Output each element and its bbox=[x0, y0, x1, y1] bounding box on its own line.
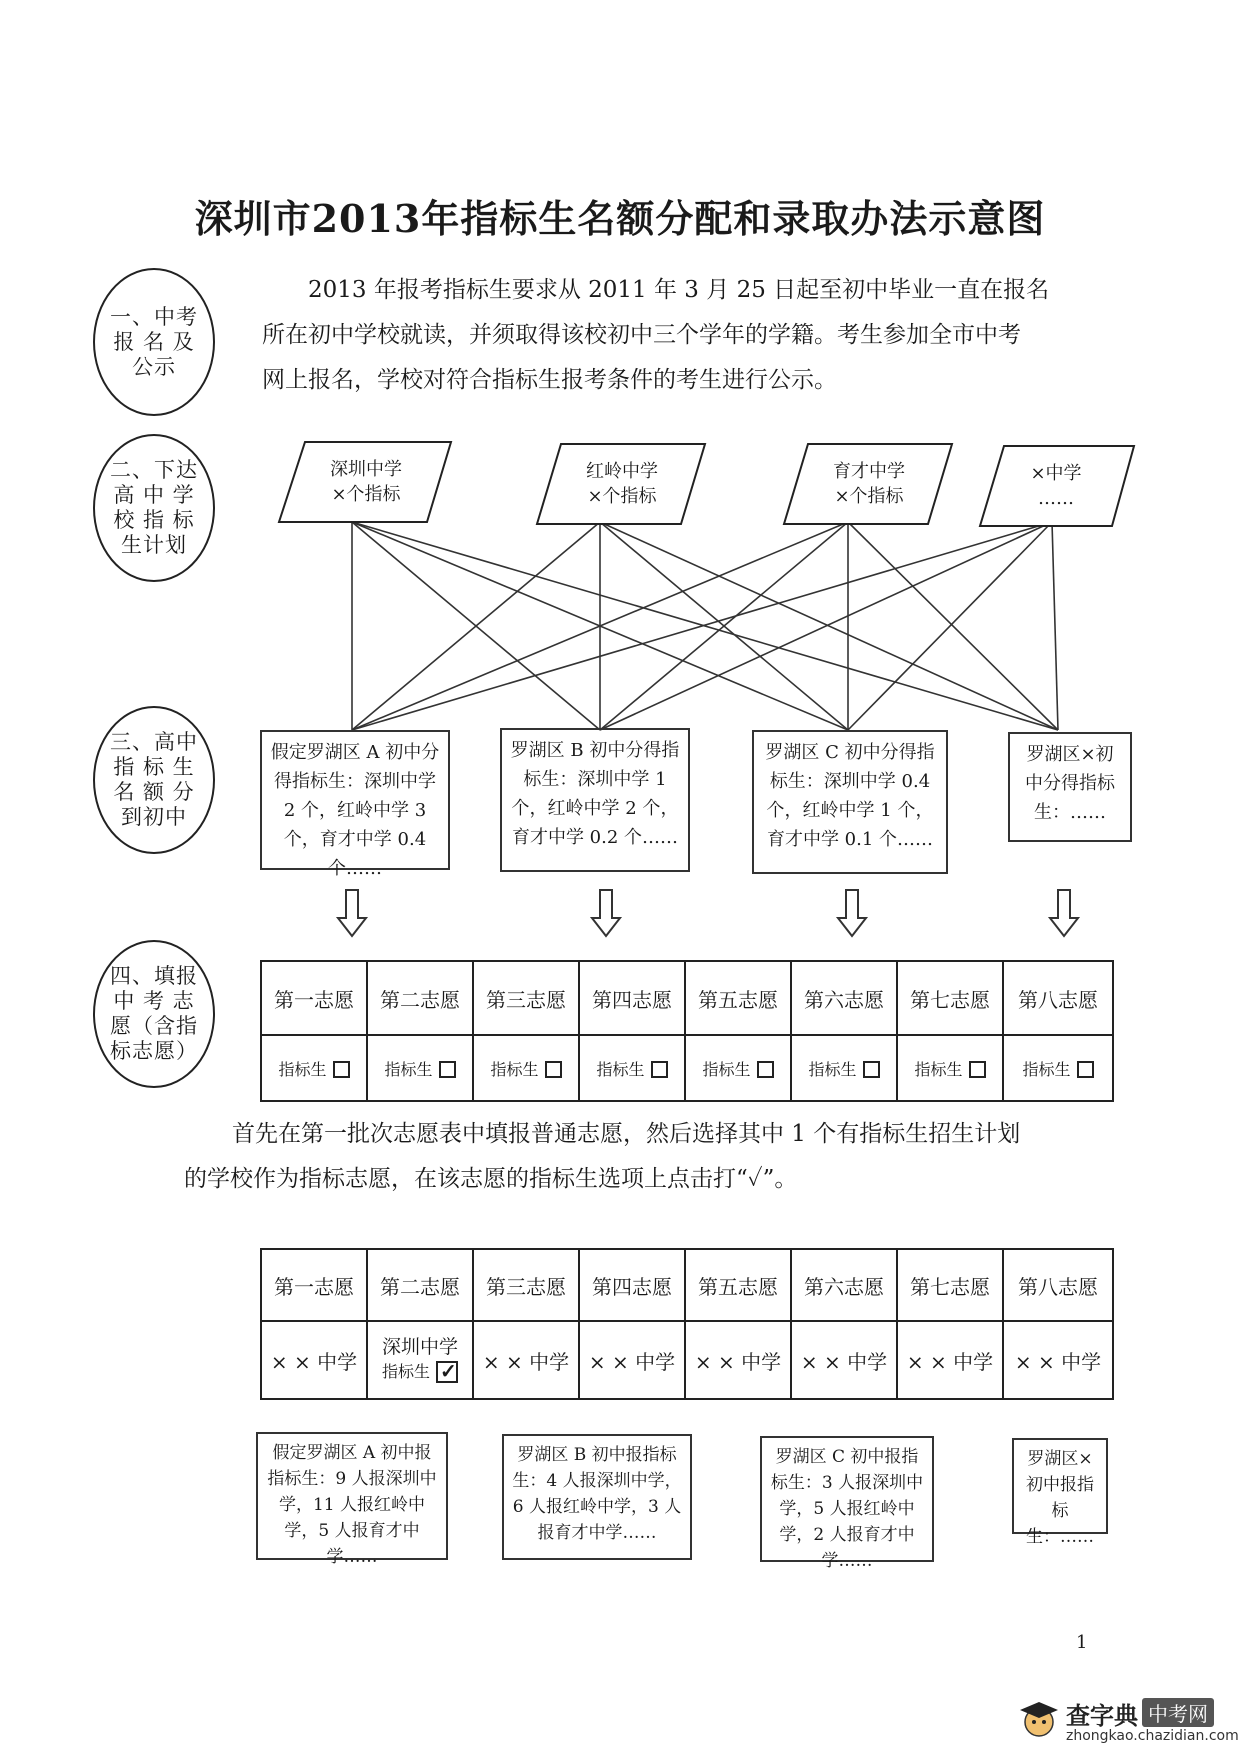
quota-option-label: 指标生 bbox=[384, 1060, 433, 1079]
quota-option-label: 指标生 bbox=[596, 1060, 645, 1079]
scholar-hat-icon bbox=[1016, 1696, 1062, 1742]
school-cell: × × 中学 bbox=[579, 1321, 685, 1399]
choice-header: 第四志愿 bbox=[579, 1249, 685, 1321]
page-number: 1 bbox=[1076, 1632, 1088, 1653]
school-cell: × × 中学 bbox=[473, 1321, 579, 1399]
choice-table bbox=[260, 960, 1114, 1102]
example-school-row bbox=[261, 1321, 1113, 1399]
quota-option-label: 指标生 bbox=[808, 1060, 857, 1079]
quota-checkbox[interactable] bbox=[651, 1061, 668, 1078]
choice-header: 第三志愿 bbox=[473, 961, 579, 1035]
school-cell: × × 中学 bbox=[261, 1321, 367, 1399]
choice-header: 第二志愿 bbox=[367, 961, 473, 1035]
quota-checkbox[interactable] bbox=[545, 1061, 562, 1078]
example-choice-table bbox=[260, 1248, 1114, 1400]
watermark-logo bbox=[1016, 1692, 1239, 1748]
quota-option-cell bbox=[791, 1035, 897, 1101]
step-label: 三、高中 指 标 生 名 额 分 到初中 bbox=[110, 730, 198, 829]
application-box: 罗湖区 C 初中报指标生：3 人报深圳中学，5 人报红岭中学，2 人报育才中学…… bbox=[760, 1436, 934, 1562]
quota-option-label: 指标生 bbox=[278, 1060, 327, 1079]
quota-option-cell bbox=[1003, 1035, 1113, 1101]
quota-checkbox[interactable] bbox=[757, 1061, 774, 1078]
connector-lines bbox=[352, 522, 1058, 730]
choice-header: 第六志愿 bbox=[791, 961, 897, 1035]
quota-option-cell bbox=[261, 1035, 367, 1101]
down-arrows bbox=[338, 890, 1078, 936]
step-label: 二、下达 高 中 学 校 指 标 生计划 bbox=[110, 458, 198, 557]
high-school-label: 深圳中学 ×个指标 bbox=[330, 459, 402, 505]
choice-header: 第五志愿 bbox=[685, 1249, 791, 1321]
intro-line: 2013 年报考指标生要求从 2011 年 3 月 25 日起至初中毕业一直在报名 bbox=[308, 277, 1050, 303]
choice-header-row bbox=[261, 961, 1113, 1035]
school-cell: × × 中学 bbox=[897, 1321, 1003, 1399]
selected-school-cell bbox=[367, 1321, 473, 1399]
quota-option-cell bbox=[579, 1035, 685, 1101]
quota-checkbox[interactable] bbox=[863, 1061, 880, 1078]
quota-checkbox[interactable] bbox=[439, 1061, 456, 1078]
explain-paragraph bbox=[184, 1112, 1114, 1202]
choice-header: 第七志愿 bbox=[897, 961, 1003, 1035]
quota-option-row bbox=[261, 1035, 1113, 1101]
watermark-tag: 中考网 bbox=[1142, 1698, 1214, 1727]
quota-option-label: 指标生 bbox=[1022, 1060, 1071, 1079]
choice-header: 第八志愿 bbox=[1003, 961, 1113, 1035]
school-cell: × × 中学 bbox=[1003, 1321, 1113, 1399]
quota-option-cell bbox=[685, 1035, 791, 1101]
choice-header: 第五志愿 bbox=[685, 961, 791, 1035]
quota-option-cell bbox=[897, 1035, 1003, 1101]
intro-line: 所在初中学校就读，并须取得该校初中三个学年的学籍。考生参加全市中考 bbox=[262, 322, 1021, 348]
explain-line: 首先在第一批次志愿表中填报普通志愿，然后选择其中 1 个有指标生招生计划 bbox=[232, 1121, 1021, 1147]
school-cell: × × 中学 bbox=[791, 1321, 897, 1399]
step-label: 四、填报 中 考 志 愿（含指 标志愿） bbox=[110, 964, 198, 1063]
selected-school-name: 深圳中学 bbox=[381, 1336, 458, 1358]
choice-header: 第八志愿 bbox=[1003, 1249, 1113, 1321]
application-box: 罗湖区×初中报指标生：…… bbox=[1012, 1438, 1108, 1534]
application-box: 假定罗湖区 A 初中报指标生：9 人报深圳中学，11 人报红岭中学，5 人报育才中学…… bbox=[256, 1432, 448, 1560]
checked-quota-checkbox[interactable] bbox=[436, 1361, 458, 1383]
choice-header: 第一志愿 bbox=[261, 961, 367, 1035]
quota-option-cell bbox=[473, 1035, 579, 1101]
choice-header: 第三志愿 bbox=[473, 1249, 579, 1321]
district-quota-box: 罗湖区×初中分得指标生：…… bbox=[1008, 732, 1132, 842]
choice-header-row bbox=[261, 1249, 1113, 1321]
quota-option-label: 指标生 bbox=[914, 1060, 963, 1079]
district-quota-box: 罗湖区 B 初中分得指标生：深圳中学 1 个，红岭中学 2 个，育才中学 0.2 个…… bbox=[500, 728, 690, 872]
district-quota-box: 罗湖区 C 初中分得指标生：深圳中学 0.4 个，红岭中学 1 个，育才中学 0.1 个…… bbox=[752, 730, 948, 874]
quota-checkbox[interactable] bbox=[333, 1061, 350, 1078]
choice-header: 第一志愿 bbox=[261, 1249, 367, 1321]
choice-header: 第七志愿 bbox=[897, 1249, 1003, 1321]
district-quota-box: 假定罗湖区 A 初中分得指标生：深圳中学 2 个，红岭中学 3 个，育才中学 0.4 个…… bbox=[260, 730, 450, 870]
quota-option-label: 指标生 bbox=[702, 1060, 751, 1079]
intro-line: 网上报名，学校对符合指标生报考条件的考生进行公示。 bbox=[262, 367, 837, 393]
quota-option-cell bbox=[367, 1035, 473, 1101]
high-school-label: 育才中学 ×个指标 bbox=[833, 461, 905, 507]
quota-checkbox[interactable] bbox=[1077, 1061, 1094, 1078]
step-label: 一、中考 报 名 及 公示 bbox=[110, 304, 198, 379]
choice-header: 第四志愿 bbox=[579, 961, 685, 1035]
watermark-brand: 查字典 bbox=[1066, 1702, 1138, 1730]
page-title: 深圳市2013年指标生名额分配和录取办法示意图 bbox=[194, 196, 1046, 241]
watermark-url: zhongkao.chazidian.com bbox=[1066, 1728, 1239, 1744]
high-school-label: ×中学 …… bbox=[1030, 463, 1082, 509]
application-box: 罗湖区 B 初中报指标生：4 人报深圳中学，6 人报红岭中学，3 人报育才中学…… bbox=[502, 1434, 692, 1560]
school-cell: × × 中学 bbox=[685, 1321, 791, 1399]
explain-line: 的学校作为指标志愿，在该志愿的指标生选项上点击打“✓”。 bbox=[184, 1166, 798, 1192]
high-school-label: 红岭中学 ×个指标 bbox=[586, 461, 658, 507]
quota-option-label: 指标生 bbox=[381, 1362, 430, 1381]
choice-header: 第二志愿 bbox=[367, 1249, 473, 1321]
quota-option-label: 指标生 bbox=[490, 1060, 539, 1079]
quota-checkbox[interactable] bbox=[969, 1061, 986, 1078]
choice-header: 第六志愿 bbox=[791, 1249, 897, 1321]
